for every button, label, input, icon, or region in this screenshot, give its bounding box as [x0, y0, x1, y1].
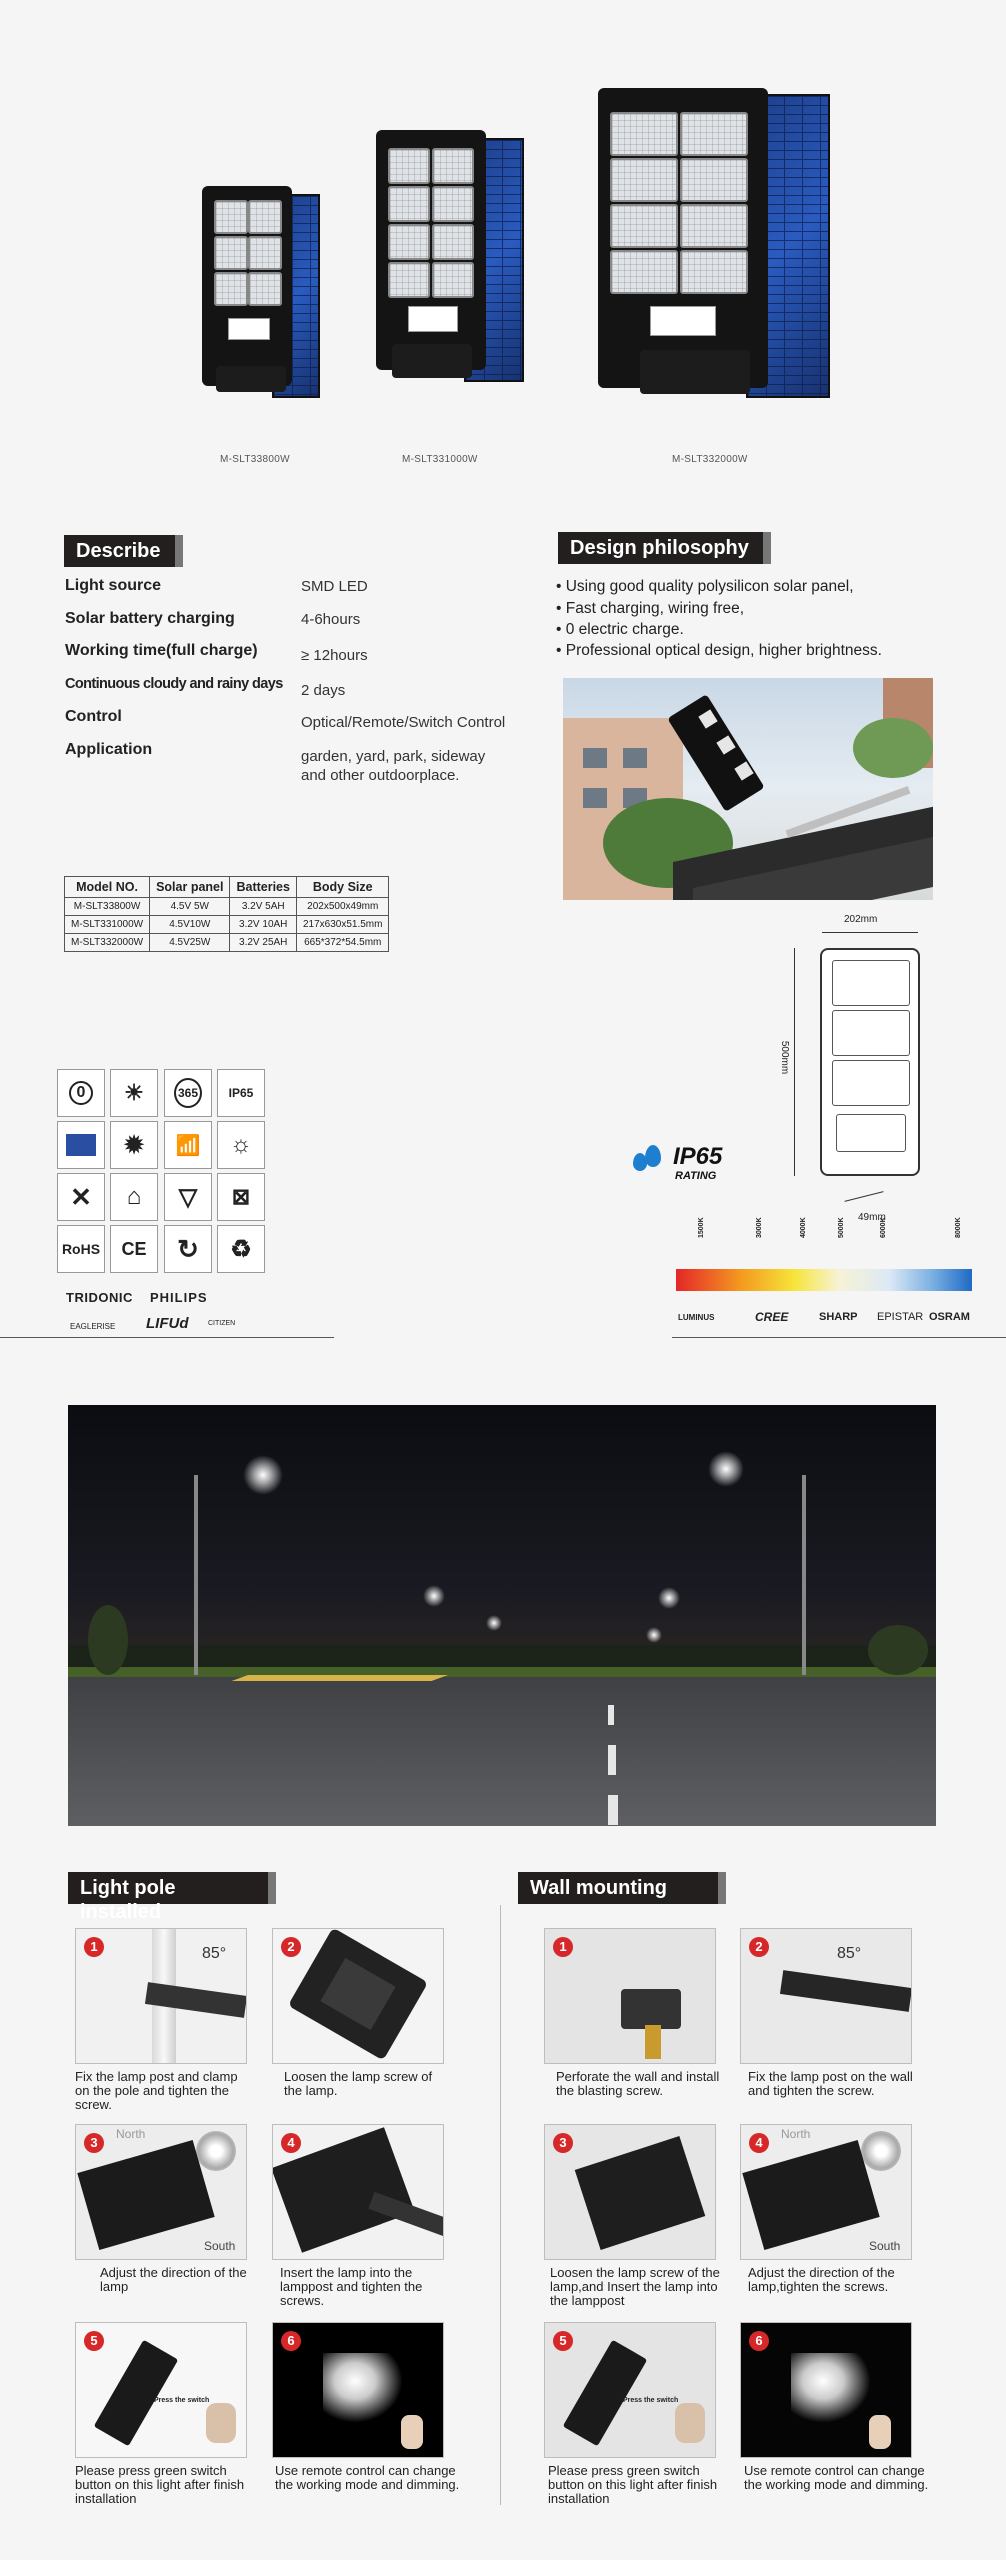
ip-rating-text: IP65 [673, 1143, 723, 1170]
wall-step-2-image [740, 1928, 912, 2064]
angle-label: 85° [837, 1945, 862, 1962]
step-number: 4 [749, 2133, 769, 2153]
spec-value-rainy-days: 2 days [301, 682, 346, 699]
switch-label: Press the switch [623, 2397, 679, 2404]
table-cell: 202x500x49mm [296, 898, 389, 916]
depth-label: 49mm [858, 1212, 886, 1223]
brand-sharp: SHARP [819, 1311, 858, 1323]
brand-citizen: CITIZEN [208, 1320, 236, 1327]
model-caption-3: M-SLT332000W [672, 454, 748, 465]
step-number: 6 [749, 2331, 769, 2351]
rating-label: RATING [675, 1170, 717, 1182]
ct-label: 4000K [800, 1217, 807, 1238]
design-bullet-2: • Fast charging, wiring free, [556, 600, 745, 617]
battery-zero-icon: 0 [57, 1069, 105, 1117]
width-label: 202mm [844, 914, 878, 925]
spec-label-light-source: Light source [65, 577, 162, 594]
brand-tridonic: TRIDONIC [66, 1290, 133, 1305]
table-cell: 4.5V10W [150, 916, 230, 934]
spec-value-control: Optical/Remote/Switch Control [301, 714, 506, 731]
step-number: 6 [281, 2331, 301, 2351]
tools-icon: ✕ [57, 1173, 105, 1221]
table-cell: 3.2V 25AH [230, 934, 297, 952]
product-large [596, 88, 836, 428]
ct-label: 3000K [756, 1217, 763, 1238]
south-label: South [204, 2239, 236, 2253]
recycle-icon: ♻ [217, 1225, 265, 1273]
design-bullet-1: • Using good quality polysilicon solar panel, [556, 578, 854, 595]
street-night-photo [68, 1405, 936, 1826]
north-label: North [781, 2127, 811, 2141]
wall-step-2-text: Fix the lamp post on the wall and tighten the screw. [748, 2069, 913, 2098]
table-row [65, 916, 389, 934]
product-medium [372, 130, 522, 410]
spec-label-application: Application [65, 741, 153, 758]
wall-step-1-text: Perforate the wall and install the blasting screw. [556, 2069, 720, 2098]
color-temperature-bar [676, 1269, 972, 1291]
table-row [65, 934, 389, 952]
solar-panel-icon [57, 1121, 105, 1169]
ip65-rating-badge [633, 1145, 753, 1187]
brand-eaglerise: EAGLERISE [70, 1322, 116, 1331]
dimension-drawing [779, 900, 950, 1223]
brand-lifud: LIFUd [146, 1315, 189, 1332]
table-row [65, 898, 389, 916]
pole-step-5-text: Please press green switch button on this light after finish installation [75, 2463, 245, 2506]
switch-label: Press the switch [154, 2397, 210, 2404]
brand-cree: CREE [755, 1310, 789, 1324]
pole-step-5-image [75, 2322, 247, 2458]
table-cell: M-SLT332000W [65, 934, 150, 952]
spec-label-control: Control [65, 708, 122, 725]
step-number: 5 [84, 2331, 104, 2351]
solar-sun-icon: ☀ [110, 1069, 158, 1117]
describe-title: Describe [64, 535, 183, 567]
model-caption-2: M-SLT331000W [402, 454, 478, 465]
wall-step-6-text: Use remote control can change the working mode and dimming. [744, 2463, 929, 2492]
section-divider [0, 1337, 334, 1338]
spec-label-working-time: Working time(full charge) [65, 642, 258, 659]
north-label: North [116, 2127, 146, 2141]
spec-value-application-2: and other outdoorplace. [301, 767, 460, 784]
brand-osram: OSRAM [929, 1311, 970, 1323]
step-number: 2 [281, 1937, 301, 1957]
wall-step-5-image [544, 2322, 716, 2458]
model-caption-1: M-SLT33800W [220, 454, 290, 465]
step-number: 3 [84, 2133, 104, 2153]
installed-lamp-photo [563, 678, 933, 900]
ct-label: 8000K [955, 1217, 962, 1238]
wall-step-3-text: Loosen the lamp screw of the lamp,and Insert the lamp into the lamppost [550, 2265, 720, 2308]
remote-control-icon: 📶 [164, 1121, 212, 1169]
step-number: 1 [84, 1937, 104, 1957]
rohs-icon: RoHS [57, 1225, 105, 1273]
brand-epistar: EPISTAR [877, 1311, 924, 1323]
section-divider [672, 1337, 1006, 1338]
angle-label: 85° [202, 1945, 227, 1962]
product-small [198, 186, 318, 406]
south-label: South [869, 2239, 901, 2253]
table-header: Solar panel [150, 877, 230, 898]
table-cell: 3.2V 10AH [230, 916, 297, 934]
table-cell: 4.5V25W [150, 934, 230, 952]
pole-step-1-text: Fix the lamp post and clamp on the pole and tighten the screw. [75, 2069, 238, 2112]
step-number: 4 [281, 2133, 301, 2153]
wall-step-6-image [740, 2322, 912, 2458]
step-number: 3 [553, 2133, 573, 2153]
brand-luminus: LUMINUS [678, 1313, 715, 1322]
ct-label: 1500K [698, 1217, 705, 1238]
wall-step-3-image [544, 2124, 716, 2260]
pole-step-4-image [272, 2124, 444, 2260]
table-cell: 4.5V 5W [150, 898, 230, 916]
pole-step-3-text: Adjust the direction of the lamp [100, 2265, 247, 2294]
home-icon: ⌂ [110, 1173, 158, 1221]
design-bullet-4: • Professional optical design, higher brightness. [556, 642, 882, 659]
ct-label: 6000K [880, 1217, 887, 1238]
spec-value-light-source: SMD LED [301, 578, 368, 595]
table-cell: M-SLT331000W [65, 916, 150, 934]
ct-label: 5000K [838, 1217, 845, 1238]
spec-value-charging: 4-6hours [301, 611, 361, 628]
wall-mount-title: Wall mounting [518, 1872, 726, 1904]
pole-step-6-text: Use remote control can change the working mode and dimming. [275, 2463, 460, 2492]
days-365-icon: 365 [164, 1069, 212, 1117]
table-header: Model NO. [65, 877, 150, 898]
step-number: 2 [749, 1937, 769, 1957]
vertical-divider [500, 1905, 501, 2505]
wall-step-4-text: Adjust the direction of the lamp,tighten the screws. [748, 2265, 895, 2294]
table-cell: 665*372*54.5mm [296, 934, 389, 952]
step-number: 1 [553, 1937, 573, 1957]
bulb-icon: ☼ [217, 1121, 265, 1169]
water-drop-icon [645, 1145, 661, 1167]
pole-install-title: Light pole installed [68, 1872, 276, 1904]
table-cell: 3.2V 5AH [230, 898, 297, 916]
table-header: Body Size [296, 877, 389, 898]
wall-step-1-image [544, 1928, 716, 2064]
brand-philips: PHILIPS [150, 1290, 208, 1305]
pole-step-2-text: Loosen the lamp screw of the lamp. [284, 2069, 433, 2098]
pole-step-2-image [272, 1928, 444, 2064]
table-header: Batteries [230, 877, 297, 898]
spec-value-application: garden, yard, park, sideway [301, 748, 486, 765]
no-trash-icon: ⊠ [217, 1173, 265, 1221]
height-label: 500mm [779, 1040, 791, 1075]
table-cell: 217x630x51.5mm [296, 916, 389, 934]
spec-label-rainy-days: Continuous cloudy and rainy days [65, 676, 283, 692]
step-number: 5 [553, 2331, 573, 2351]
light-sensor-icon: ✹ [110, 1121, 158, 1169]
design-title: Design philosophy [558, 532, 771, 564]
pole-step-6-image [272, 2322, 444, 2458]
pole-step-4-text: Insert the lamp into the lamppost and tighten the screws. [280, 2265, 423, 2308]
ip65-icon: IP65 [217, 1069, 265, 1117]
spec-value-working-time: ≥ 12hours [301, 647, 368, 664]
pole-step-1-image [75, 1928, 247, 2064]
warning-triangle-icon: ▽ [164, 1173, 212, 1221]
design-bullet-3: • 0 electric charge. [556, 621, 684, 638]
model-spec-table [64, 876, 389, 952]
ce-icon: CE [110, 1225, 158, 1273]
pole-step-3-image [75, 2124, 247, 2260]
wall-step-4-image [740, 2124, 912, 2260]
wall-step-5-text: Please press green switch button on this light after finish installation [548, 2463, 718, 2506]
table-cell: M-SLT33800W [65, 898, 150, 916]
refresh-icon: ↻ [164, 1225, 212, 1273]
spec-label-charging: Solar battery charging [65, 610, 235, 627]
